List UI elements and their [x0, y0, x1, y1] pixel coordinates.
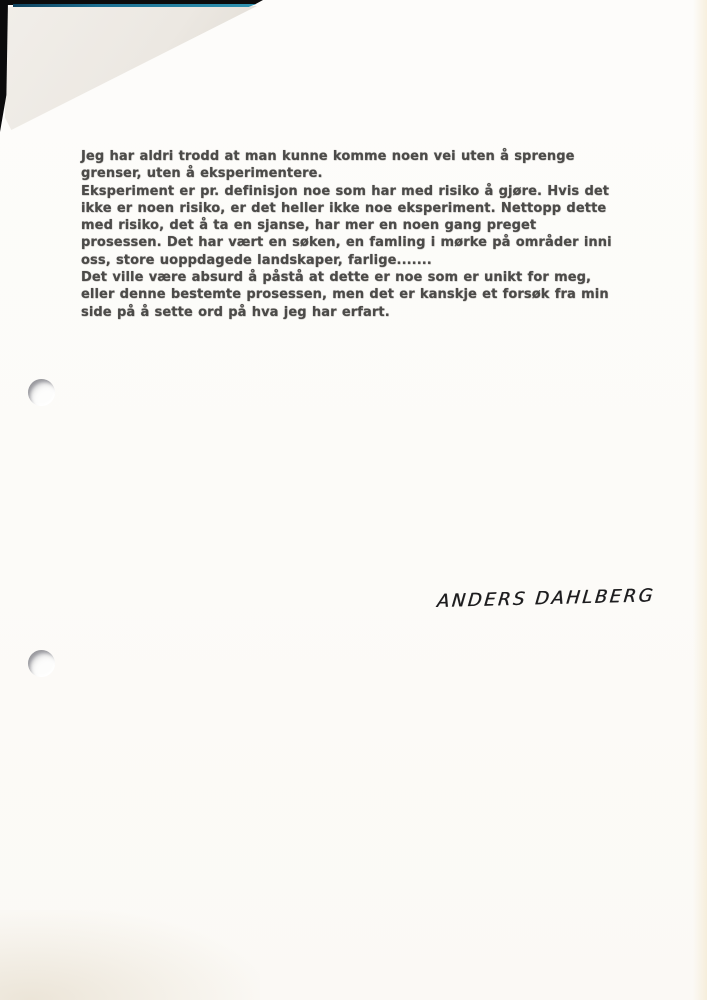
text-line: side på å sette ord på hva jeg har erfart. — [81, 304, 390, 320]
body-text — [81, 148, 612, 321]
text-line: Eksperiment er pr. definisjon noe som har med risiko å gjøre. Hvis det — [81, 183, 610, 199]
text-line: prosessen. Det har vært en søken, en famling i mørke på områder inni — [81, 235, 612, 251]
text-line: oss, store uoppdagede landskaper, farlige....... — [81, 252, 432, 268]
text-line: eller denne bestemte prosessen, men det er kanskje et forsøk fra min — [81, 287, 609, 303]
blue-edge-line — [13, 4, 256, 7]
text-line: med risiko, det å ta en sjanse, har mer en noen gang preget — [81, 218, 537, 234]
text-line: Jeg har aldri trodd at man kunne komme noen vei uten å sprenge — [81, 149, 575, 164]
under-sheet-corner — [5, 6, 257, 130]
signature: ANDERS DAHLBERG — [436, 585, 657, 612]
text-line: ikke er noen risiko, er det heller ikke noe eksperiment. Nettopp dette — [81, 200, 607, 216]
hole-punch-top — [28, 379, 55, 406]
right-edge-shading — [693, 0, 707, 1000]
text-line: grenser, uten å eksperimentere. — [81, 166, 323, 182]
hole-punch-bottom — [28, 650, 55, 677]
bottom-left-smudge — [0, 910, 260, 1000]
text-line: Det ville være absurd å påstå at dette er noe som er unikt for meg, — [81, 270, 592, 286]
